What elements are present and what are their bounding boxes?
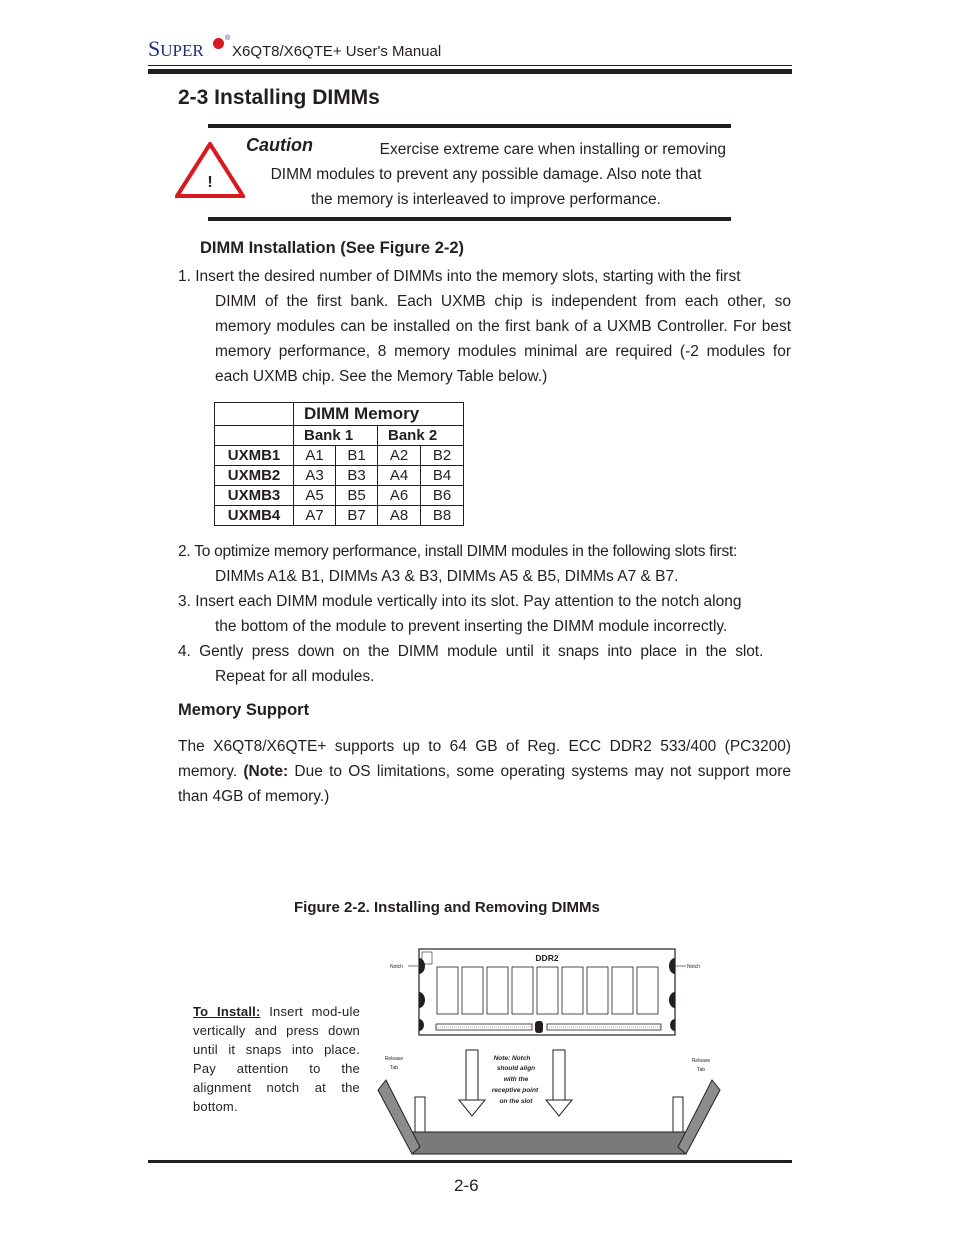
install-step-2-first: 2. To optimize memory performance, install DIMM modules in the following slots first: [178,543,738,560]
caution-line-2: DIMM modules to prevent any possible damage. Also note that [270,166,702,183]
logo-uper: UPER [160,41,204,60]
table-cell: A3 [294,466,336,486]
bank-1-header: Bank 1 [294,426,378,446]
table-cell: B5 [336,486,378,506]
caution-line-3: the memory is interleaved to improve performance. [311,191,661,208]
notch-left-label: Notch [390,964,404,970]
note-line-5: on the slot [499,1098,533,1105]
install-step-3-first: 3. Insert each DIMM module vertically into its slot. Pay attention to the notch along [178,593,742,610]
install-step-3 [178,589,791,639]
row-header: UXMB2 [215,466,294,486]
install-step-1 [178,264,791,389]
install-step-4 [178,639,791,689]
install-instructions [193,1002,360,1116]
table-corner-cell [215,403,294,426]
caution-line-1: Exercise extreme care when installing or removing [379,141,726,158]
bank-2-header: Bank 2 [378,426,464,446]
dimm-memory-table [214,402,464,526]
warning-mark: ! [207,174,213,191]
table-cell: B3 [336,466,378,486]
note-line-1: Note: Notch [493,1055,531,1062]
release-right-line-2: Tab [696,1067,706,1073]
table-row [215,466,464,486]
install-step-2-rest: DIMMs A1& B1, DIMMs A3 & B3, DIMMs A5 & B5, DIMMs A7 & B7. [215,568,679,585]
table-cell: A4 [378,466,421,486]
install-step-1-rest: DIMM of the first bank. Each UXMB chip is independent from each other, so memory modules can be installed on the first bank of a UXMB Controller. For best memory performance, 8 memory modules minimal are required (-2 modules for each UXMB chip. See the Memory Table below.) [215,293,791,385]
table-row [215,506,464,526]
footer-rule [148,1160,792,1163]
row-header: UXMB4 [215,506,294,526]
install-step-4-rest: Repeat for all modules. [215,668,375,685]
note-line-4: receptive point [491,1087,539,1094]
install-text: Insert mod-ule vertically and press down until it snaps into place. Pay attention to the alignment notch at the bottom. [193,1004,360,1114]
install-step-1-first: 1. Insert the desired number of DIMMs into the memory slots, starting with the first [178,268,741,285]
header-rule-thick [148,69,792,74]
install-step-3-rest: the bottom of the module to prevent inserting the DIMM module incorrectly. [215,618,728,635]
table-cell: A1 [294,446,336,466]
table-cell: B7 [336,506,378,526]
table-corner-cell-2 [215,426,294,446]
notch-note [492,1055,539,1105]
table-cell: B2 [421,446,464,466]
manual-title: X6QT8/X6QTE+ User's Manual [232,43,442,60]
page-number: 2-6 [454,1176,479,1195]
table-cell: A7 [294,506,336,526]
dimm-slot [412,1097,686,1154]
dimm-install-diagram [370,940,740,1162]
table-cell: B4 [421,466,464,486]
note-line-3: with the [503,1076,529,1083]
memory-support-text [178,734,791,809]
gold-fingers [436,1024,661,1030]
logo-dot-icon [213,38,224,49]
supermicro-logo [148,36,204,62]
warning-triangle-icon [175,142,245,198]
logo-registered-mark: ® [225,35,231,42]
row-header: UXMB1 [215,446,294,466]
release-tab-left-icon [378,1080,420,1154]
module-key-notch [535,1021,543,1033]
release-right-line-1: Release [691,1058,711,1064]
caution-label: Caution [246,135,313,155]
table-row [215,446,464,466]
install-step-2 [178,539,791,589]
table-cell: A5 [294,486,336,506]
figure-caption: Figure 2-2. Installing and Removing DIMMs [294,899,600,916]
memory-support-note-label: (Note: [243,763,289,780]
table-cell: B8 [421,506,464,526]
row-header: UXMB3 [215,486,294,506]
caution-text [246,137,726,212]
table-title: DIMM Memory [294,403,464,426]
memory-support-text-a: The X6QT8/X6QTE+ supports up to 64 GB of Reg. ECC DDR2 533/400 (PC3200) memory. [178,738,791,780]
memory-support-heading: Memory Support [178,701,310,719]
release-left-line-2: Tab [389,1065,399,1071]
caution-top-rule [208,124,731,128]
table-cell: A8 [378,506,421,526]
module-label: DDR2 [535,953,559,963]
down-arrow-right-icon [546,1050,572,1116]
release-left-line-1: Release [384,1056,404,1062]
note-line-2: should align [496,1065,536,1072]
caution-bottom-rule [208,217,731,221]
down-arrow-left-icon [459,1050,485,1116]
notch-right-label: Notch [687,964,701,970]
table-row [215,486,464,506]
table-cell: A6 [378,486,421,506]
release-tab-right-icon [678,1080,720,1154]
table-cell: B1 [336,446,378,466]
section-title: 2-3 Installing DIMMs [178,86,380,109]
install-step-4-first: 4. Gently press down on the DIMM module until it snaps into place in the slot. [178,643,764,660]
logo-s: S [148,36,161,61]
memory-support-text-b: Due to OS limitations, some operating systems may not support more than 4GB of memory.) [178,763,791,805]
header-rule-thin [148,65,792,66]
installation-heading: DIMM Installation (See Figure 2-2) [200,239,465,257]
table-cell: A2 [378,446,421,466]
install-label: To Install: [193,1004,261,1019]
table-cell: B6 [421,486,464,506]
